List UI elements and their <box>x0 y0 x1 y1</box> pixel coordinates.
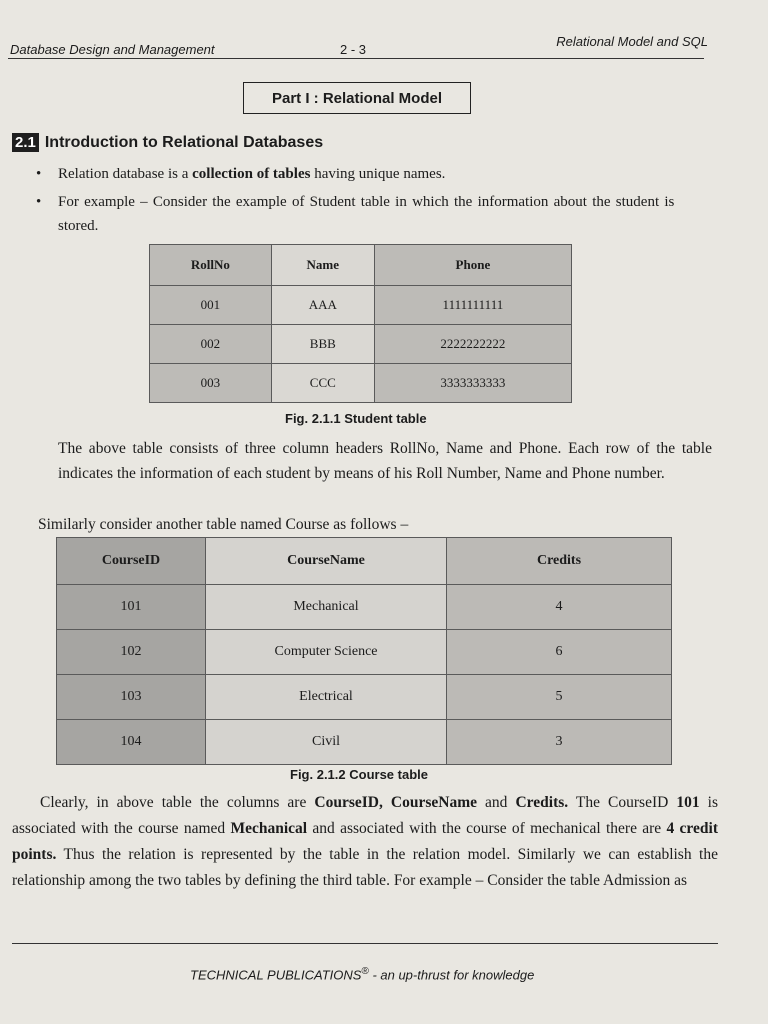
column-header: Phone <box>374 245 571 286</box>
table-cell: 101 <box>57 585 206 630</box>
table-cell: 102 <box>57 630 206 675</box>
table-cell: 5 <box>447 675 672 720</box>
column-header: Name <box>271 245 374 286</box>
table-row <box>57 630 672 675</box>
column-header: CourseID <box>57 538 206 585</box>
table-header-row <box>57 538 672 585</box>
table-cell: 103 <box>57 675 206 720</box>
figure-caption: Fig. 2.1.2 Course table <box>290 767 428 782</box>
table-cell: 6 <box>447 630 672 675</box>
table-cell: 3333333333 <box>374 364 571 403</box>
table-cell: Computer Science <box>206 630 447 675</box>
header-book-title: Database Design and Management <box>10 42 215 57</box>
body-paragraph: The above table consists of three column headers RollNo, Name and Phone. Each row of the table indicates the information of each student by means of his Roll Number, Name and Phone number. <box>58 440 712 482</box>
bullet-item: • Relation database is a collection of tables having unique names. <box>36 166 446 182</box>
section-heading <box>12 134 323 152</box>
bullet-dot-icon: • <box>36 194 42 210</box>
figure-caption: Fig. 2.1.1 Student table <box>285 411 427 426</box>
table-row <box>57 675 672 720</box>
bullet-dot-icon: • <box>36 166 42 182</box>
header-page-number: 2 - 3 <box>340 42 367 57</box>
body-paragraph: Clearly, in above table the columns are CourseID, CourseName and Credits. The CourseID 101 is associated with the course named Mechanical and associated with the course of mechanical there are 4 credit points. Thus the relation is represented by the table in the relation model. Similarly we can establish the relationship among the two tables by defining the third table. For example – Consider the table Admission as <box>12 794 719 889</box>
column-header: CourseName <box>206 538 447 585</box>
table-cell: Electrical <box>206 675 447 720</box>
footer-rule <box>12 943 718 944</box>
table-cell: 4 <box>447 585 672 630</box>
part-title: Part I : Relational Model <box>243 82 471 114</box>
table-row <box>57 585 672 630</box>
bullet-item: • For example – Consider the example of Student table in which the information about the student is stored. <box>36 190 716 238</box>
table-cell: 1111111111 <box>374 286 571 325</box>
table-cell: AAA <box>271 286 374 325</box>
registered-mark: ® <box>361 966 369 977</box>
table-cell: CCC <box>271 364 374 403</box>
table-cell: BBB <box>271 325 374 364</box>
table-cell: 2222222222 <box>374 325 571 364</box>
footer-tagline: - an up-thrust for knowledge <box>368 967 535 983</box>
table-header-row <box>150 245 572 286</box>
body-paragraph: Similarly consider another table named Course as follows – <box>38 516 409 533</box>
footer-publisher: TECHNICAL PUBLICATIONS <box>190 967 362 983</box>
table-cell: 104 <box>57 720 206 765</box>
table-row <box>150 325 572 364</box>
course-table <box>56 537 672 765</box>
table-cell: Civil <box>206 720 447 765</box>
table-row <box>150 364 572 403</box>
footer <box>190 966 534 982</box>
table-cell: Mechanical <box>206 585 447 630</box>
running-header <box>10 34 708 60</box>
student-table <box>149 244 572 403</box>
header-rule <box>8 58 704 59</box>
column-header: RollNo <box>150 245 272 286</box>
table-cell: 002 <box>150 325 272 364</box>
header-chapter-title: Relational Model and SQL <box>556 34 708 49</box>
table-row <box>150 286 572 325</box>
table-row <box>57 720 672 765</box>
table-cell: 003 <box>150 364 272 403</box>
table-cell: 001 <box>150 286 272 325</box>
column-header: Credits <box>447 538 672 585</box>
section-number: 2.1 <box>12 133 39 152</box>
table-cell: 3 <box>447 720 672 765</box>
section-title: Introduction to Relational Databases <box>44 134 324 151</box>
